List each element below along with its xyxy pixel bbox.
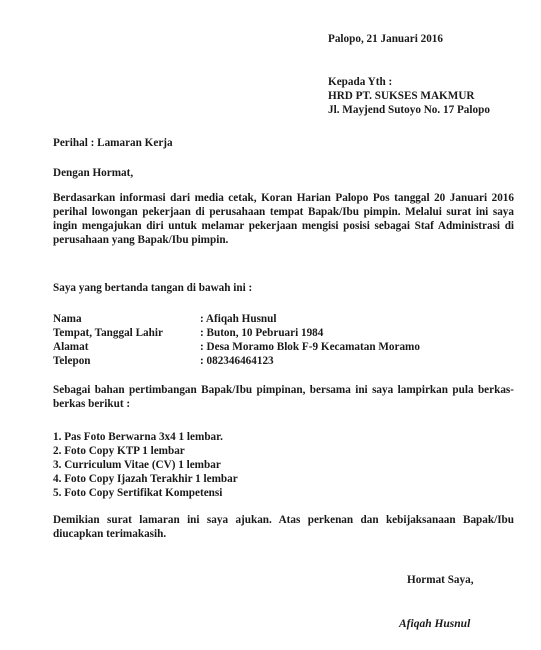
- attachment-list: [53, 430, 238, 500]
- identity-row-phone: [53, 354, 420, 368]
- opening-paragraph-text: Berdasarkan informasi dari media cetak, Koran Harian Palopo Pos tanggal 20 Januari 2016 perihal lowongan pekerjaan di perusahaan tempat Bapak/Ibu pimpin. Melalui surat ini saya ingin mengajukan diri untuk melamar pekerjaan mengisi posisi sebagai: [53, 192, 514, 232]
- list-item: 3. Curriculum Vitae (CV) 1 lembar: [53, 459, 221, 471]
- regards: Hormat Saya,: [407, 574, 474, 586]
- list-item: 2. Foto Copy KTP 1 lembar: [53, 445, 185, 457]
- identity-row-address: [53, 340, 420, 354]
- identity-label: Alamat: [53, 341, 89, 353]
- identity-row-name: [53, 312, 420, 326]
- letter-subject: Perihal : Lamaran Kerja: [53, 137, 173, 149]
- opening-paragraph-end: di perusahaan yang Bapak/Ibu pimpin.: [53, 220, 515, 246]
- identity-value: : Buton, 10 Pebruari 1984: [200, 327, 324, 339]
- opening-paragraph: [53, 191, 514, 247]
- recipient-company: HRD PT. SUKSES MAKMUR: [328, 90, 475, 102]
- identity-value: : Desa Moramo Blok F-9 Kecamatan Moramo: [200, 341, 420, 353]
- identity-label: Nama: [53, 313, 82, 325]
- attachment-intro-paragraph: Sebagai bahan pertimbangan Bapak/Ibu pimpinan, bersama ini saya lampirkan pula berkas-berkas berikut :: [53, 384, 514, 410]
- salutation: Dengan Hormat,: [53, 167, 134, 179]
- list-item: 1. Pas Foto Berwarna 3x4 1 lembar.: [53, 431, 223, 443]
- recipient-address: Jl. Mayjend Sutoyo No. 17 Palopo: [328, 104, 490, 116]
- identity-label: Tempat, Tanggal Lahir: [53, 327, 163, 339]
- list-item: 5. Foto Copy Sertifikat Kompetensi: [53, 487, 223, 499]
- signature-name: Afiqah Husnul: [399, 618, 471, 630]
- identity-label: Telepon: [53, 355, 91, 367]
- applied-position: Staf Administrasi: [414, 220, 501, 232]
- identity-value: : 082346464123: [200, 355, 274, 367]
- recipient-greeting: Kepada Yth :: [328, 76, 393, 88]
- closing-paragraph: Demikian surat lamaran ini saya ajukan. Atas perkenan dan kebijaksanaan Bapak/Ibu diucapkan terimakasih.: [53, 514, 514, 540]
- list-item: 4. Foto Copy Ijazah Terakhir 1 lembar: [53, 473, 238, 485]
- identity-row-birth: [53, 326, 420, 340]
- identity-value: : Afiqah Husnul: [200, 313, 277, 325]
- letter-date: Palopo, 21 Januari 2016: [328, 33, 443, 45]
- identity-table: [53, 312, 420, 368]
- identity-intro: Saya yang bertanda tangan di bawah ini :: [53, 282, 253, 294]
